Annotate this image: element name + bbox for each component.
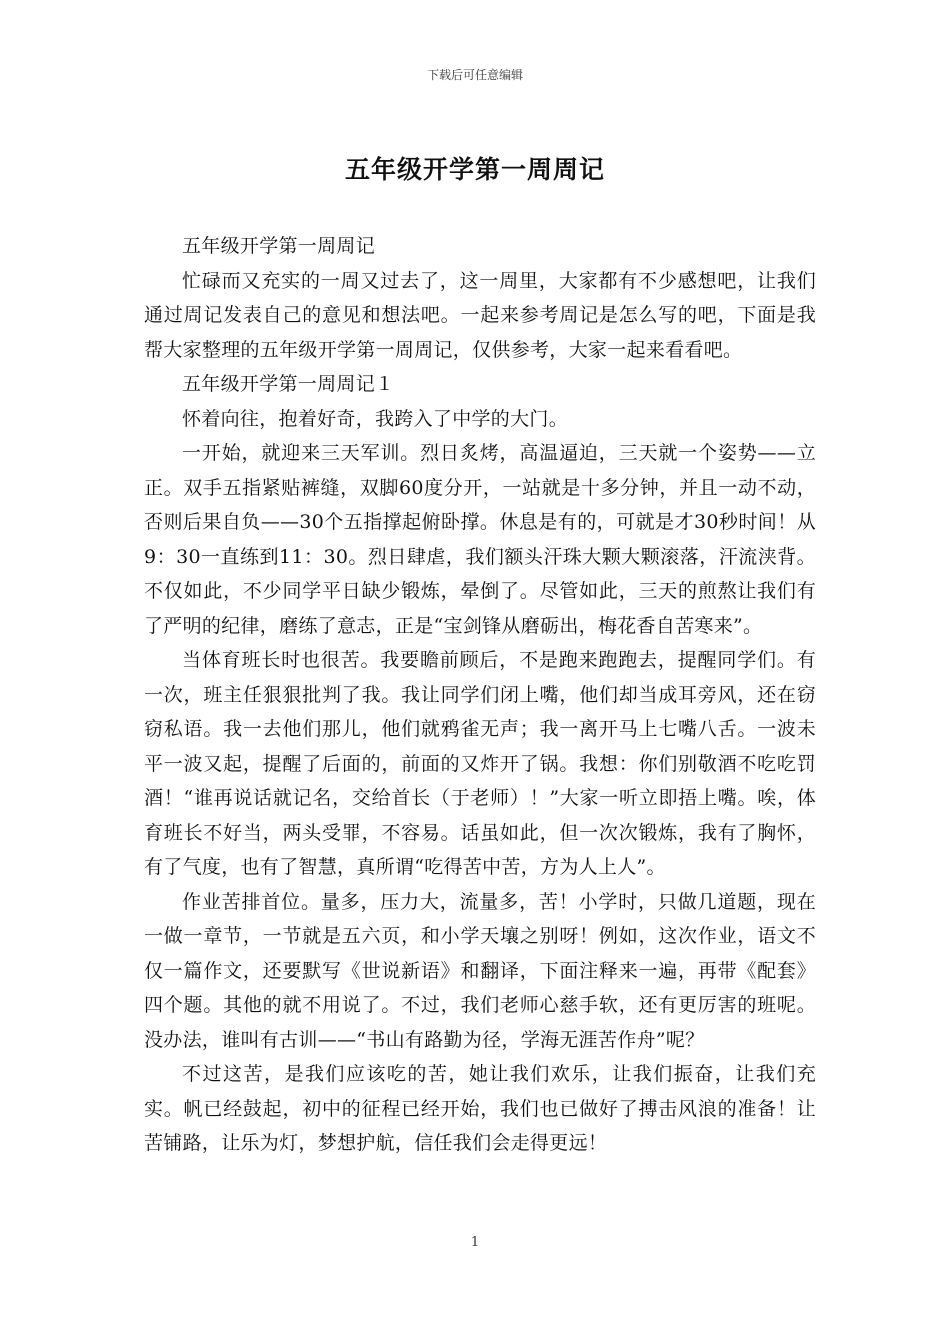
body-paragraph: 怀着向往，抱着好奇，我跨入了中学的大门。 — [182, 407, 569, 430]
page-number: 1 — [470, 1235, 480, 1250]
document-title: 五年级开学第一周周记 — [344, 155, 605, 184]
page-header-note: 下载后可任意编辑 — [426, 68, 523, 82]
document-body — [144, 229, 816, 1161]
body-paragraph: 作业苦排首位。量多，压力大，流量多，苦！小学时，只做几道题，现在一做一章节，一节就是五六页，和小学天壤之别呀！例如，这次作业，语文不仅一篇作文，还要默写《世说新语》和翻译，下面注释来一遍，再带《配套》四个题。其他的就不用说了。不过，我们老师心慈手软，还有更厉害的班呢。没办法，谁叫有古训——“书山有路勤为径，学海无涯苦作舟”呢？ — [144, 890, 816, 1051]
body-paragraph-section-heading: 五年级开学第一周周记１ — [182, 373, 395, 395]
body-paragraph-intro: 忙碌而又充实的一周又过去了，这一周里，大家都有不少感想吧，让我们通过周记发表自己的意见和想法吧。一起来参考周记是怎么写的吧，下面是我帮大家整理的五年级开学第一周周记，仅供参考，大家一起来看看吧。 — [144, 269, 816, 361]
body-paragraph: 一开始，就迎来三天军训。烈日炙烤，高温逼迫，三天就一个姿势——立正。双手五指紧贴裤缝，双脚60度分开，一站就是十多分钟，并且一动不动，否则后果自负——30个五指撑起俯卧撑。休息是有的，可就是才30秒时间！从9：30一直练到11：30。烈日肆虐，我们额头汗珠大颗大颗滚落，汗流浃背。不仅如此，不少同学平日缺少锻炼，晕倒了。尽管如此，三天的煎熬让我们有了严明的纪律，磨练了意志，正是“宝剑锋从磨砺出，梅花香自苦寒来”。 — [144, 442, 816, 637]
body-paragraph: 当体育班长时也很苦。我要瞻前顾后，不是跑来跑跑去，提醒同学们。有一次，班主任狠狠批判了我。我让同学们闭上嘴，他们却当成耳旁风，还在窃窃私语。我一去他们那儿，他们就鸦雀无声；我一离开马上七嘴八舌。一波未平一波又起，提醒了后面的，前面的又炸开了锅。我想：你们别敬酒不吃吃罚酒！“谁再说话就记名，交给首长（于老师）！”大家一听立即捂上嘴。唉，体育班长不好当，两头受罪，不容易。话虽如此，但一次次锻炼，我有了胸怀，有了气度，也有了智慧，真所谓“吃得苦中苦，方为人上人”。 — [144, 649, 816, 878]
body-paragraph: 不过这苦，是我们应该吃的苦，她让我们欢乐，让我们振奋，让我们充实。帆已经鼓起，初中的征程已经开始，我们也已做好了搏击风浪的准备！让苦铺路，让乐为灯，梦想护航，信任我们会走得更远！ — [144, 1063, 816, 1154]
body-paragraph-subtitle: 五年级开学第一周周记 — [182, 235, 376, 257]
